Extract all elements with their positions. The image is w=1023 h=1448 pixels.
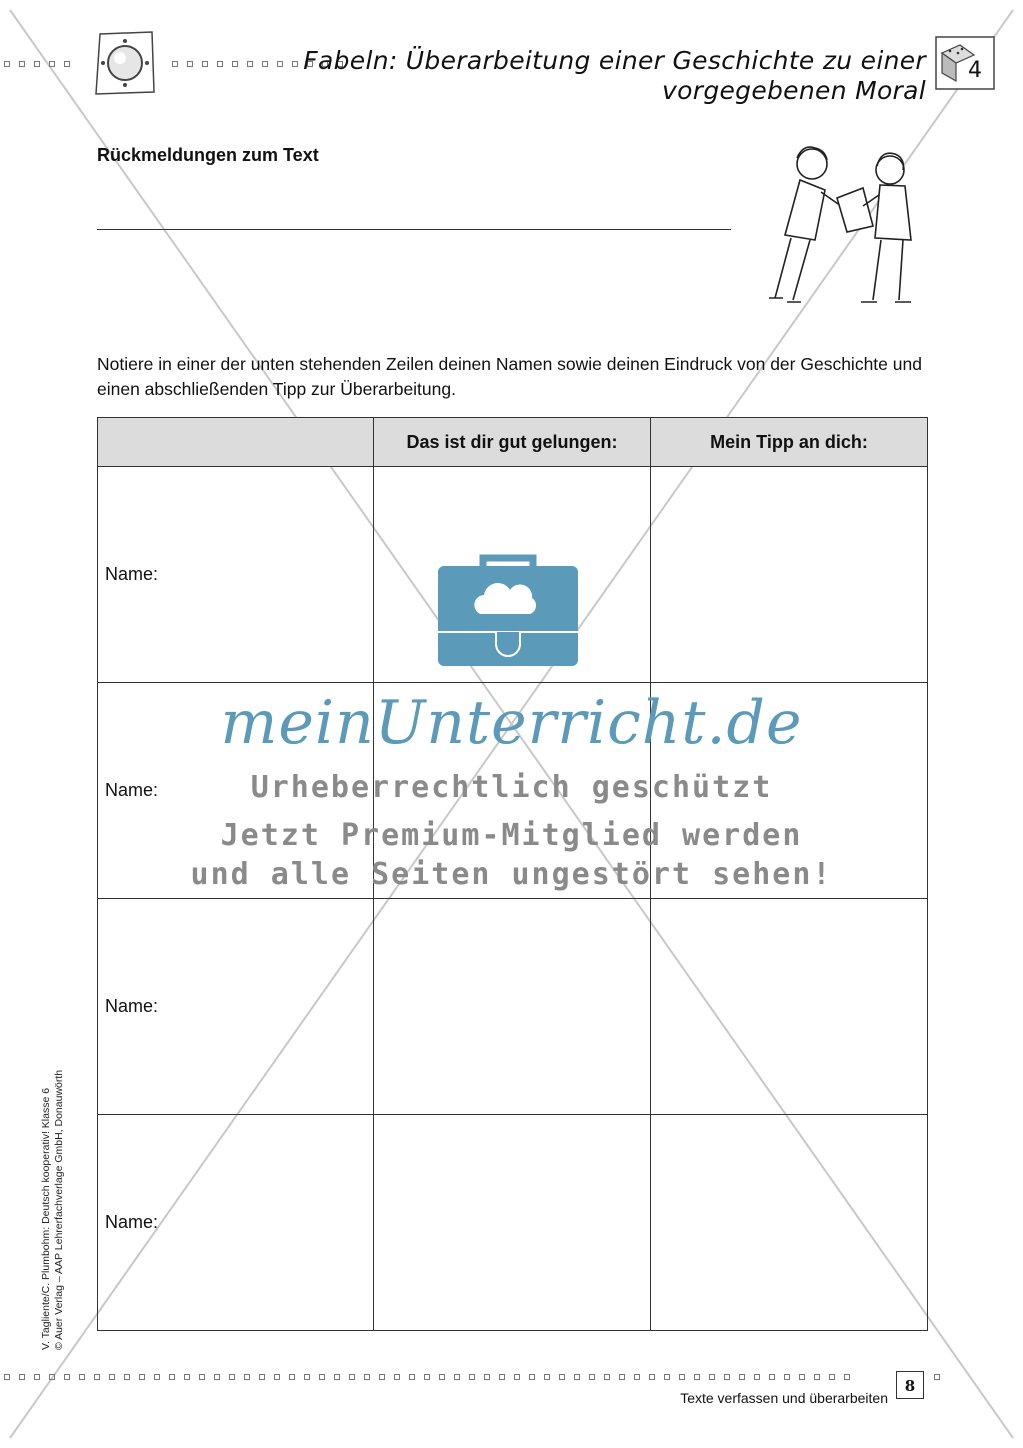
magnifier-icon	[94, 30, 156, 96]
tip-cell[interactable]	[651, 1115, 928, 1331]
page-title	[303, 46, 926, 106]
watermark-line-3: und alle Seiten ungestört sehen!	[190, 857, 833, 892]
chapter-title: Texte verfassen und überarbeiten	[680, 1390, 888, 1406]
table-row	[98, 1115, 928, 1331]
name-cell[interactable]: Name:	[98, 899, 374, 1115]
title-line-1: Fabeln: Überarbeitung einer Geschichte zu einer	[303, 46, 926, 75]
bottom-dotted-rule-end	[934, 1373, 940, 1381]
station-number: 4	[968, 58, 982, 83]
title-line-2: vorgegebenen Moral	[662, 76, 926, 105]
children-illustration	[755, 140, 925, 315]
table-header-tip: Mein Tipp an dich:	[651, 418, 928, 467]
name-cell[interactable]: Name:	[98, 683, 374, 899]
table-header-name	[98, 418, 374, 467]
bottom-dotted-rule	[4, 1373, 850, 1381]
copyright-credit	[40, 1070, 66, 1350]
watermark-brand: meinUnterricht.de	[220, 688, 803, 758]
credit-line-2: © Auer Verlag – AAP Lehrerfachverlage GmbH, Donauwörth	[53, 1069, 65, 1350]
instruction-text: Notiere in einer der unten stehenden Zeilen deinen Namen sowie deinen Eindruck von der Geschichte und einen abschließenden Tipp zur Überarbeitung.	[97, 354, 922, 399]
page-number: 8	[896, 1371, 924, 1399]
briefcase-cloud-icon	[438, 552, 578, 666]
tip-cell[interactable]	[651, 467, 928, 683]
table-header-row	[98, 418, 928, 467]
name-cell[interactable]: Name:	[98, 1115, 374, 1331]
feedback-write-line	[97, 229, 731, 230]
success-cell[interactable]	[374, 1115, 651, 1331]
watermark-line-1: Urheberrechtlich geschützt	[250, 770, 773, 805]
tip-cell[interactable]	[651, 899, 928, 1115]
success-cell[interactable]	[374, 899, 651, 1115]
table-header-success: Das ist dir gut gelungen:	[374, 418, 651, 467]
top-dotted-rule-left	[4, 60, 70, 68]
name-cell[interactable]: Name:	[98, 467, 374, 683]
watermark-line-2: Jetzt Premium-Mitglied werden	[220, 818, 803, 853]
table-row	[98, 899, 928, 1115]
credit-line-1: V. Tagliente/C. Plumbohm: Deutsch kooperativ! Klasse 6	[40, 1087, 52, 1350]
section-heading: Rückmeldungen zum Text	[97, 145, 319, 165]
station-box-icon	[932, 33, 998, 93]
